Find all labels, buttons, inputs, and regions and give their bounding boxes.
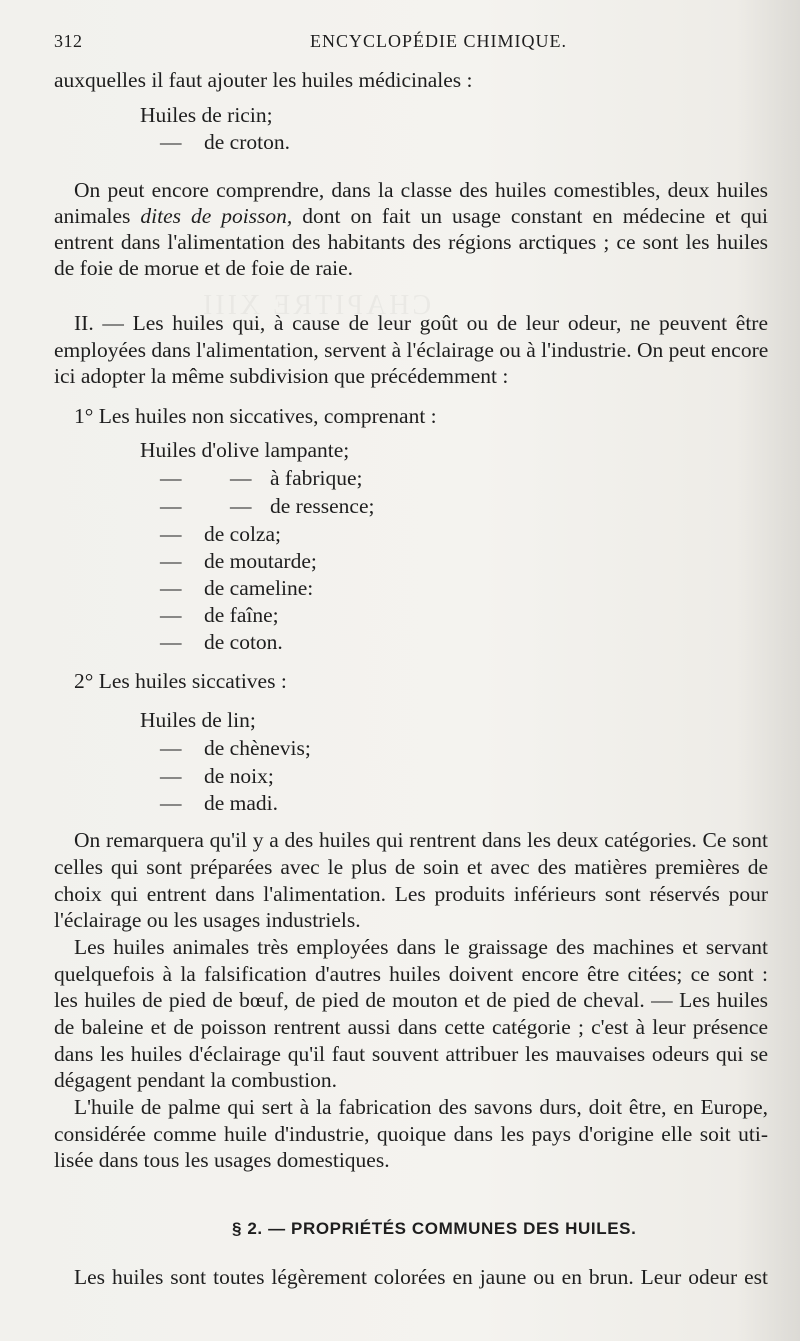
list-item: Huiles de ricin; xyxy=(140,103,273,127)
text-span: dont on fait un usage constant en médecine et qui xyxy=(302,204,769,228)
text-line: auxquelles il faut ajouter les huiles médicinales : xyxy=(54,68,473,92)
text-line-mixed xyxy=(54,202,768,230)
text-line: L'huile de palme qui sert à la fabrication des savons durs, doit être, en Europe, xyxy=(74,1095,768,1119)
section-heading: § 2. — PROPRIÉTÉS COMMUNES DES HUILES. xyxy=(232,1219,637,1238)
ditto-dash: — xyxy=(160,466,182,490)
text-line: ici adopter la même subdivision que précédemment : xyxy=(54,364,509,388)
list-item: de noix; xyxy=(204,764,274,788)
italic-term: dites de poisson, xyxy=(140,204,293,228)
text-line: lisée dans tous les usages domestiques. xyxy=(54,1148,390,1172)
text-line: dans les huiles d'éclairage qu'il faut souvent attribuer les mauvaises odeurs qui se xyxy=(54,1042,768,1066)
list-item: de cameline: xyxy=(204,576,314,600)
list-heading: 2° Les huiles siccatives : xyxy=(74,669,287,693)
ditto-dash: — xyxy=(160,764,182,788)
text-line: employées dans l'alimentation, servent à l'éclairage ou à l'industrie. On peut encore xyxy=(54,338,769,362)
text-line: On peut encore comprendre, dans la classe des huiles comestibles, deux huiles xyxy=(74,178,768,202)
list-item: de faîne; xyxy=(204,603,279,627)
text-line: les huiles de pied de bœuf, de pied de mouton et de pied de cheval. — Les huiles xyxy=(54,988,768,1012)
text-line: dégagent pendant la combustion. xyxy=(54,1068,338,1092)
list-item: de coton. xyxy=(204,630,283,654)
list-item: à fabrique; xyxy=(270,466,363,490)
text-line: de foie de morue et de foie de raie. xyxy=(54,256,354,280)
text-line: On remarquera qu'il y a des huiles qui rentrent dans les deux catégories. Ce sont xyxy=(74,828,768,852)
ditto-dash: — xyxy=(160,549,182,573)
text-line: Les huiles animales très employées dans le graissage des machines et servant xyxy=(74,935,768,959)
list-item: de moutarde; xyxy=(204,549,317,573)
text-line: choix qui entrent dans l'alimentation. Les produits inférieurs sont réservés pour xyxy=(54,882,768,906)
list-item: de chènevis; xyxy=(204,736,311,760)
list-item: de croton. xyxy=(204,130,290,154)
list-item: de ressence; xyxy=(270,494,375,518)
ditto-dash: — xyxy=(160,130,182,154)
text-line: considérée comme huile d'industrie, quoique dans les pays d'origine elle soit uti- xyxy=(54,1122,768,1146)
ditto-dash: — xyxy=(160,791,182,815)
text-line: II. — Les huiles qui, à cause de leur goût ou de leur odeur, ne peuvent être xyxy=(74,311,768,335)
list-item: Huiles d'olive lampante; xyxy=(140,438,350,462)
text-line: entrent dans l'alimentation des habitants des régions arctiques ; ce sont les huiles xyxy=(54,230,768,254)
text-span: animales xyxy=(54,204,131,228)
ditto-dash: — xyxy=(230,494,252,518)
list-heading: 1° Les huiles non siccatives, comprenant : xyxy=(74,404,437,428)
ditto-dash: — xyxy=(160,603,182,627)
text-line: Les huiles sont toutes légèrement colorées en jaune ou en brun. Leur odeur est xyxy=(74,1265,768,1289)
text-line: celles qui sont préparées avec le plus de soin et avec des matières premières de xyxy=(54,855,768,879)
ditto-dash: — xyxy=(160,494,182,518)
ditto-dash: — xyxy=(160,630,182,654)
ditto-dash: — xyxy=(160,522,182,546)
list-item: de colza; xyxy=(204,522,281,546)
ditto-dash: — xyxy=(160,576,182,600)
text-line: l'éclairage ou les usages industriels. xyxy=(54,908,361,932)
page-number: 312 xyxy=(54,31,83,51)
text-line: de baleine et de poisson rentrent aussi dans cette catégorie ; c'est à leur présence xyxy=(54,1015,768,1039)
running-title: ENCYCLOPÉDIE CHIMIQUE. xyxy=(310,31,567,51)
ditto-dash: — xyxy=(160,736,182,760)
text-line: quelquefois à la falsification d'autres huiles doivent encore être citées; ce sont : xyxy=(54,962,768,986)
list-item: de madi. xyxy=(204,791,279,815)
ditto-dash: — xyxy=(230,466,252,490)
list-item: Huiles de lin; xyxy=(140,708,256,732)
